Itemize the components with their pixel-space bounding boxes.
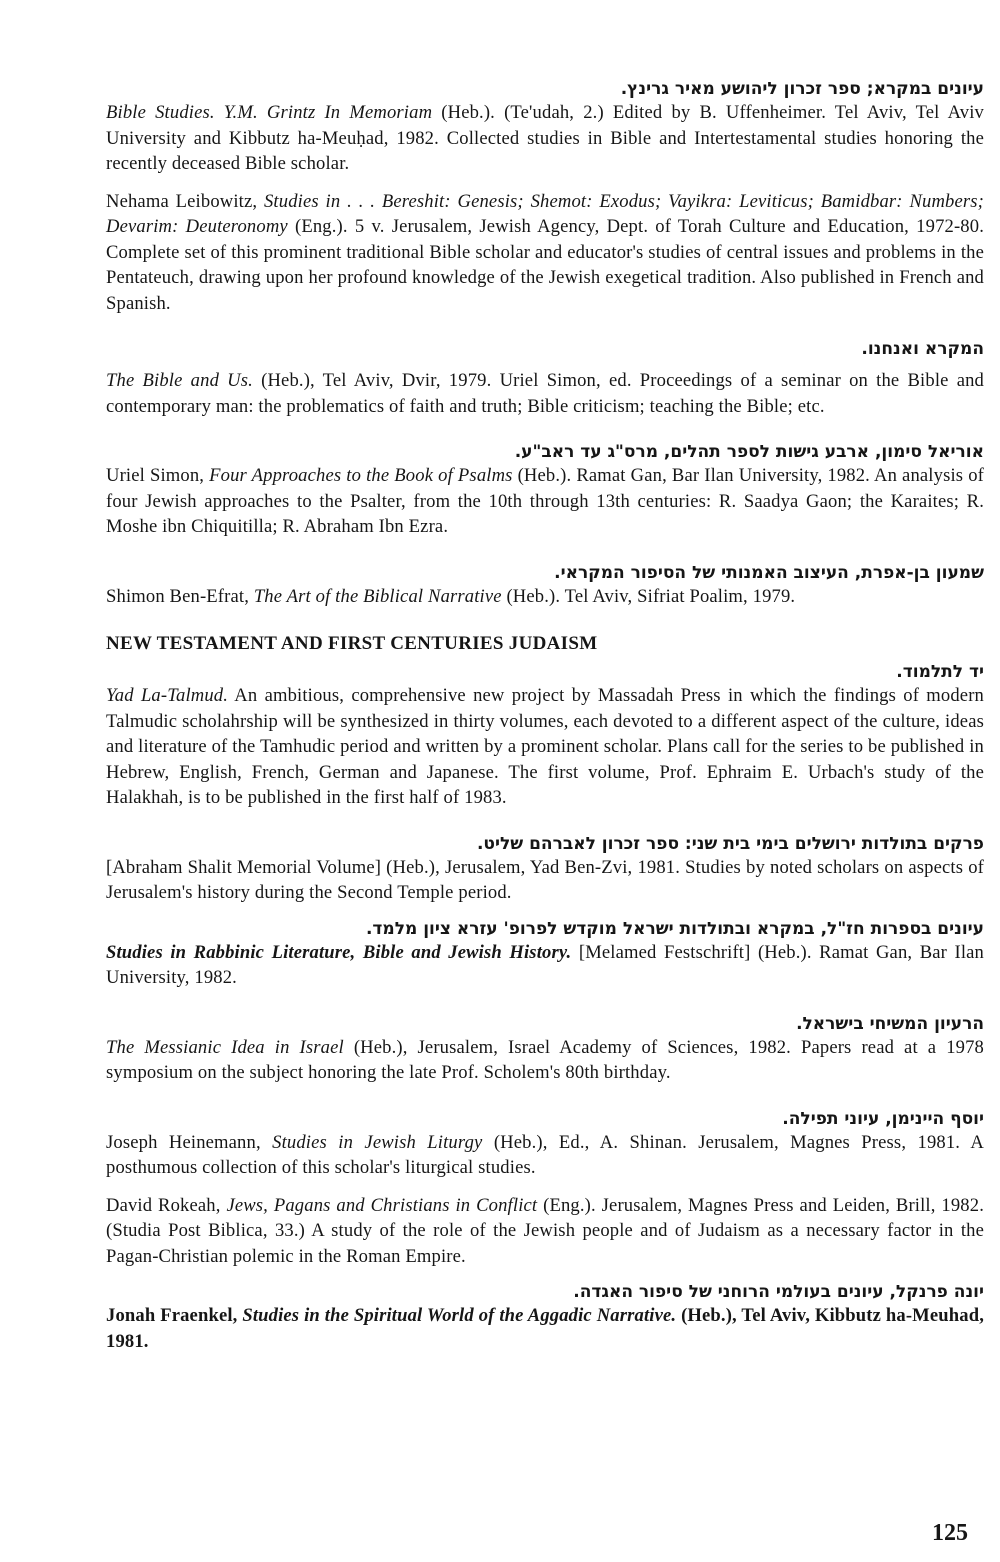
entry-title: Four Approaches to the Book of Psalms [209, 465, 513, 486]
entry-text [106, 1130, 984, 1181]
entry-author: Nehama Leibowitz, [106, 190, 264, 212]
entry-details: (Heb.), Ed., A. Shinan. Jerusalem, Magnes Press, 1981. A posthumous collection of this scholar's liturgical studies. [106, 1131, 985, 1178]
bibliography-entry [106, 1193, 984, 1270]
bibliography-entry [106, 1281, 984, 1354]
bibliography-entry [106, 661, 984, 811]
entry-details: (Heb.). Ramat Gan, Bar Ilan University, 1982. An analysis of four Jewish approaches to the Psalter, from the 10th through 13th centuries: R. Saadya Gaon; the Karaites; R. Moshe ibn Chiquitilla; R. Abraham Ibn Ezra. [106, 465, 984, 537]
entry-details: [Melamed Festschrift] (Heb.). Ramat Gan, Bar Ilan University, 1982. [106, 941, 984, 988]
bibliography-entry [106, 1108, 984, 1181]
hebrew-title: יד לתלמוד. [896, 662, 984, 682]
hebrew-title: הרעיון המשיחי בישראל. [796, 1013, 984, 1034]
entry-text [106, 584, 984, 610]
entry-details: (Heb.), Jerusalem, Israel Academy of Sciences, 1982. Papers read at a 1978 symposium on the subject honoring the late Prof. Scholem's 80th birthday. [106, 1036, 984, 1083]
bibliography-entry [106, 562, 984, 610]
entry-title: Studies in Rabbinic Literature, Bible and Jewish History. [106, 941, 572, 963]
entry-text [106, 1035, 984, 1086]
entry-title: The Messianic Idea in Israel [106, 1036, 344, 1058]
hebrew-title: עיונים במקרא; ספר זכרון ליהושע מאיר גרינץ. [620, 79, 984, 99]
bibliography-entry [106, 918, 984, 991]
page-body [106, 78, 984, 1354]
section-heading: NEW TESTAMENT AND FIRST CENTURIES JUDAISM [106, 633, 598, 654]
entry-details: (Eng.). 5 v. Jerusalem, Jewish Agency, Dept. of Torah Culture and Education, 1972-80. Complete set of this prominent traditional Bible scholar and educator's studies of central issues and problems in the Pentateuch, drawing upon her profound knowledge of the Jewish exegetical tradition. Also published in French and Spanish. [106, 216, 984, 314]
entry-title: Yad La-Talmud. [106, 685, 229, 706]
bibliography-entry [106, 338, 984, 419]
entry-details: (Heb.). (Te'udah, 2.) Edited by B. Uffenheimer. Tel Aviv, Tel Aviv University and Kibbutz ha-Meuḥad, 1982. Collected studies in Bible and Intertestamental studies honoring the recently deceased Bible scholar. [106, 102, 984, 174]
bibliography-entry [106, 78, 984, 177]
bibliography-entry [106, 833, 984, 906]
entry-author: Shimon Ben-Efrat, [106, 585, 254, 607]
entry-title: Jews, Pagans and Christians in Conflict [226, 1194, 538, 1216]
entry-details: (Heb.). Tel Aviv, Sifriat Poalim, 1979. [501, 585, 796, 607]
hebrew-title: יונה פרנקל, עיונים בעולמי הרוחני של סיפור האגדה. [573, 1282, 984, 1302]
entry-text [106, 1193, 984, 1270]
entry-title: The Art of the Biblical Narrative [253, 585, 502, 607]
entry-author: Joseph Heinemann, [106, 1131, 273, 1153]
entry-details: (Heb.), Tel Aviv, Kibbutz ha-Meuhad, 1981. [106, 1305, 984, 1352]
entry-title: Studies in the Spiritual World of the Aggadic Narrative. [242, 1305, 677, 1326]
entry-text [106, 683, 984, 811]
hebrew-title: שמעון בן-אפרת, העיצוב האמנותי של הסיפור המקראי. [554, 562, 984, 583]
entry-text [106, 368, 984, 419]
entry-title: The Bible and Us. [106, 370, 253, 391]
hebrew-title: פרקים בתולדות ירושלים בימי בית שני: ספר זכרון לאברהם שליט. [476, 833, 984, 854]
entry-title: Bible Studies. Y.M. Grintz In Memoriam [106, 102, 433, 123]
entry-text [106, 1303, 984, 1354]
entry-text [106, 463, 984, 540]
entry-title: Studies in Jewish Liturgy [272, 1131, 483, 1153]
hebrew-title: יוסף היינימן, עיוני תפילה. [782, 1108, 984, 1129]
entry-author: David Rokeah, [106, 1194, 227, 1216]
hebrew-title: המקרא ואנחנו. [861, 339, 984, 359]
hebrew-title: אוריאל סימון, ארבע גישות לספר תהלים, מרס"ג עד ראב"ע. [514, 442, 984, 462]
bibliography-entry [106, 1013, 984, 1086]
entry-text: [Abraham Shalit Memorial Volume] (Heb.), Jerusalem, Yad Ben-Zvi, 1981. Studies by noted scholars on aspects of Jerusalem's history during the Second Temple period. [106, 856, 984, 903]
entry-text [106, 189, 984, 317]
entry-details: An ambitious, comprehensive new project by Massadah Press in which the findings of modern Talmudic scholahrship will be synthesized in thirty volumes, each devoted to a different aspect of the culture, ideas and literature of the Tamhudic period and written by a prominent scholar. Plans call for the series to be published in Hebrew, English, French, German and Japanese. The first volume, Prof. Ephraim E. Urbach's study of the Halakhah, is to be published in the first half of 1983. [106, 685, 984, 808]
entry-title: Studies in . . . Bereshit: Genesis; Shemot: Exodus; Vayikra: Leviticus; Bamidbar: Numbers; Devarim: Deuteronomy [106, 190, 984, 237]
bibliography-entry [106, 189, 984, 317]
entry-text [106, 940, 984, 991]
entry-text [106, 100, 984, 177]
entry-details: (Eng.). Jerusalem, Magnes Press and Leiden, Brill, 1982. (Studia Post Biblica, 33.) A study of the role of the Jewish people and of Judaism as a necessary factor in the Pagan-Christian polemic in the Roman Empire. [106, 1194, 984, 1267]
entry-details: (Heb.), Tel Aviv, Dvir, 1979. Uriel Simon, ed. Proceedings of a seminar on the Bible and contemporary man: the problematics of faith and truth; Bible criticism; teaching the Bible; etc. [106, 370, 985, 417]
hebrew-title: עיונים בספרות חז"ל, במקרא ובתולדות ישראל מוקדש לפרופ' עזרא ציון מלמד. [365, 918, 984, 939]
bibliography-entry [106, 441, 984, 540]
entry-author: Uriel Simon, [106, 465, 210, 486]
entry-author: Jonah Fraenkel, [106, 1305, 243, 1326]
page-number: 125 [932, 1520, 968, 1546]
